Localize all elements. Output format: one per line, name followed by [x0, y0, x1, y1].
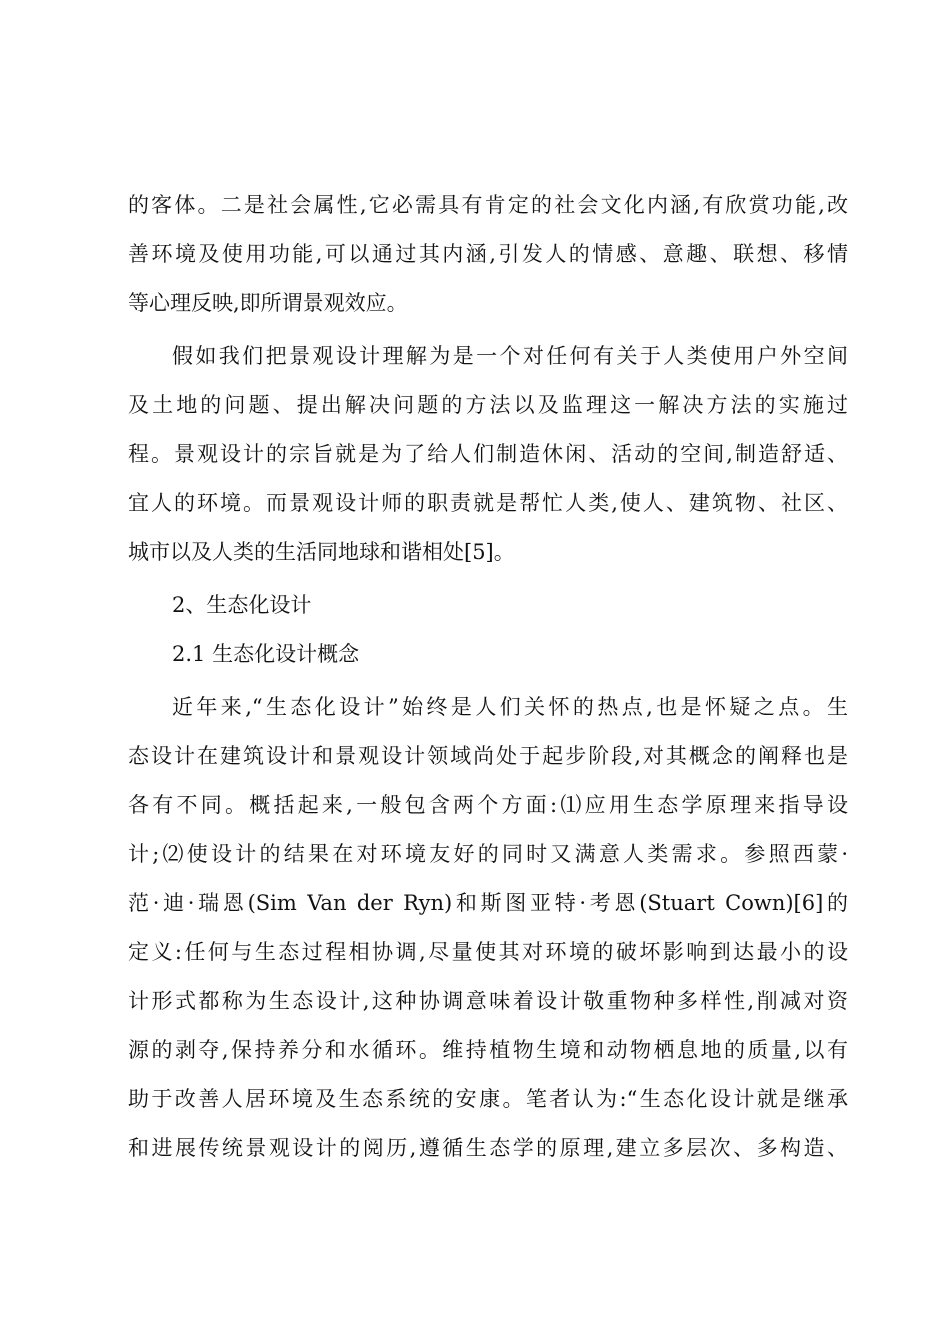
- paragraph-line: 宜人的环境。而景观设计师的职责就是帮忙人类,使人、建筑物、社区、: [128, 491, 848, 515]
- paragraph-line: 助于改善人居环境及生态系统的安康。笔者认为:“生态化设计就是继承: [128, 1087, 848, 1111]
- paragraph-line: 定义:任何与生态过程相协调,尽量使其对环境的破坏影响到达最小的设: [128, 940, 848, 964]
- paragraph-line: 城市以及人类的生活同地球和谐相处[5]。: [128, 540, 515, 564]
- paragraph-line: 源的剥夺,保持养分和水循环。维持植物生境和动物栖息地的质量,以有: [128, 1038, 848, 1062]
- paragraph-line: 善环境及使用功能,可以通过其内涵,引发人的情感、意趣、联想、移情: [128, 242, 848, 266]
- paragraph-line: 及土地的问题、提出解决问题的方法以及监理这一解决方法的实施过: [128, 393, 848, 417]
- section-heading: 2、生态化设计: [172, 593, 312, 617]
- paragraph-line: 假如我们把景观设计理解为是一个对任何有关于人类使用户外空间: [172, 344, 848, 368]
- paragraph-line: 和进展传统景观设计的阅历,遵循生态学的原理,建立多层次、多构造、: [128, 1136, 848, 1160]
- paragraph-line: 程。景观设计的宗旨就是为了给人们制造休闲、活动的空间,制造舒适、: [128, 442, 848, 466]
- paragraph-line: 计形式都称为生态设计,这种协调意味着设计敬重物种多样性,削减对资: [128, 989, 848, 1013]
- paragraph-line: 计;⑵使设计的结果在对环境友好的同时又满意人类需求。参照西蒙·: [128, 842, 848, 866]
- paragraph-line: 范·迪·瑞恩(Sim Van der Ryn)和斯图亚特·考恩(Stuart Cown)[6]的: [128, 891, 848, 915]
- paragraph-line: 等心理反映,即所谓景观效应。: [128, 291, 408, 315]
- paragraph-line: 近年来,“生态化设计”始终是人们关怀的热点,也是怀疑之点。生: [172, 695, 848, 719]
- paragraph-line: 态设计在建筑设计和景观设计领域尚处于起步阶段,对其概念的阐释也是: [128, 744, 848, 768]
- paragraph-line: 各有不同。概括起来,一般包含两个方面:⑴应用生态学原理来指导设: [128, 793, 848, 817]
- paragraph-line: 的客体。二是社会属性,它必需具有肯定的社会文化内涵,有欣赏功能,改: [128, 193, 848, 217]
- subsection-heading: 2.1 生态化设计概念: [172, 642, 360, 666]
